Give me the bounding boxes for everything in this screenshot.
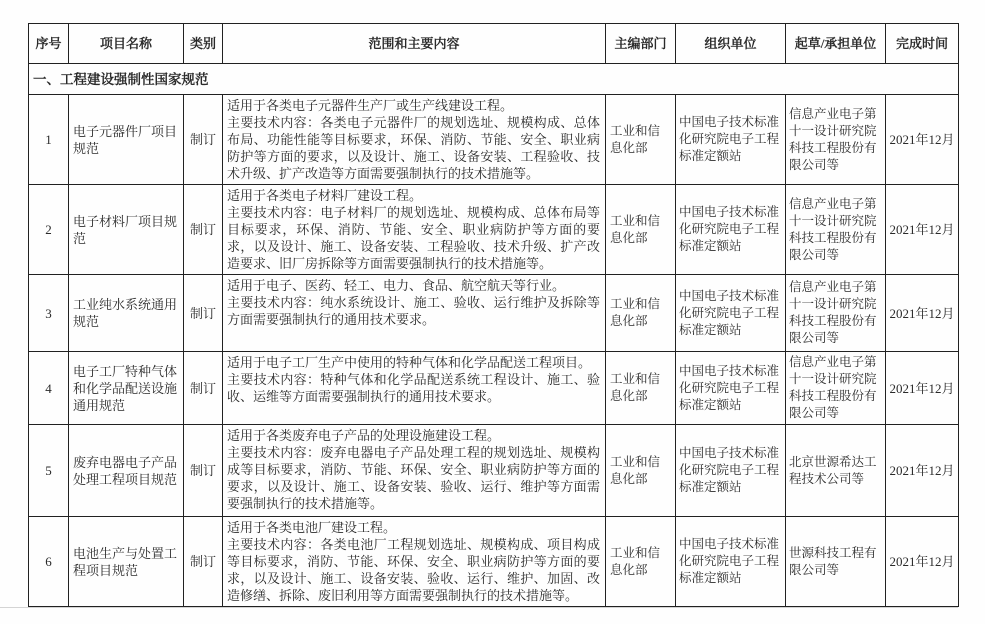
- chief-dept-cell: 工业和信息化部: [606, 517, 676, 607]
- scope-cell: [223, 425, 606, 517]
- scope-intro: 适用于电子工厂生产中使用的特种气体和化学品配送工程项目。: [227, 355, 592, 370]
- scope-main: 主要技术内容：各类电子元器件厂的规划选址、规模构成、总体布局、功能性能等目标要求，环保、消防、节能、安全、职业病防护等方面的要求，以及设计、施工、设备安装、工程验收、技术升级、扩产改造等方面需要强制执行的技术措施等。: [227, 115, 600, 181]
- project-name-cell: 电池生产与处置工程项目规范: [69, 517, 184, 607]
- category-cell: 制订: [184, 425, 223, 517]
- project-name-cell: 电子元器件厂项目规范: [69, 95, 184, 185]
- drafting-unit-cell: 信息产业电子第十一设计研究院科技工程股份有限公司等: [786, 352, 886, 425]
- drafting-unit-cell: 信息产业电子第十一设计研究院科技工程股份有限公司等: [786, 185, 886, 275]
- org-unit-cell: 中国电子技术标准化研究院电子工程标准定额站: [676, 425, 786, 517]
- category-cell: 制订: [184, 185, 223, 275]
- drafting-unit-cell: 北京世源希达工程技术公司等: [786, 425, 886, 517]
- table-row: [29, 275, 959, 352]
- chief-dept-cell: 工业和信息化部: [606, 185, 676, 275]
- scope-main: 主要技术内容：纯水系统设计、施工、验收、运行维护及拆除等方面需要强制执行的通用技术要求。: [227, 295, 600, 327]
- table-row: [29, 185, 959, 275]
- completion-time-cell: 2021年12月: [886, 352, 959, 425]
- category-cell: 制订: [184, 95, 223, 185]
- completion-time-cell: 2021年12月: [886, 425, 959, 517]
- serial-cell: 5: [29, 425, 69, 517]
- col-header-project-name: 项目名称: [69, 24, 184, 64]
- col-header-category: 类别: [184, 24, 223, 64]
- org-unit-cell: 中国电子技术标准化研究院电子工程标准定额站: [676, 517, 786, 607]
- col-header-completion-time: 完成时间: [886, 24, 959, 64]
- scope-intro: 适用于各类电子元器件生产厂或生产线建设工程。: [227, 98, 514, 113]
- project-name-cell: 废弃电器电子产品处理工程项目规范: [69, 425, 184, 517]
- scope-main: 主要技术内容：废弃电器电子产品处理工程的规划选址、规模构成等目标要求，消防、节能、环保、安全、职业病防护等方面的要求，以及设计、施工、设备安装、验收、运行、维护等方面需要强制执行的技术措施等。: [227, 445, 600, 511]
- category-cell: 制订: [184, 275, 223, 352]
- scope-intro: 适用于各类废弃电子产品的处理设施建设工程。: [227, 428, 501, 443]
- scope-intro: 适用于电子、医药、轻工、电力、食品、航空航天等行业。: [227, 278, 566, 293]
- drafting-unit-cell: 世源科技工程有限公司等: [786, 517, 886, 607]
- scope-cell: [223, 517, 606, 607]
- completion-time-cell: 2021年12月: [886, 275, 959, 352]
- col-header-serial: 序号: [29, 24, 69, 64]
- scope-intro: 适用于各类电池厂建设工程。: [227, 520, 397, 535]
- serial-cell: 1: [29, 95, 69, 185]
- drafting-unit-cell: 信息产业电子第十一设计研究院科技工程股份有限公司等: [786, 95, 886, 185]
- org-unit-cell: 中国电子技术标准化研究院电子工程标准定额站: [676, 352, 786, 425]
- scope-cell: [223, 275, 606, 352]
- category-cell: 制订: [184, 517, 223, 607]
- scope-intro: 适用于各类电子材料厂建设工程。: [227, 188, 423, 203]
- drafting-unit-cell: 信息产业电子第十一设计研究院科技工程股份有限公司等: [786, 275, 886, 352]
- chief-dept-cell: 工业和信息化部: [606, 95, 676, 185]
- standards-table: [28, 23, 959, 607]
- category-cell: 制订: [184, 352, 223, 425]
- scope-cell: [223, 352, 606, 425]
- org-unit-cell: 中国电子技术标准化研究院电子工程标准定额站: [676, 185, 786, 275]
- org-unit-cell: 中国电子技术标准化研究院电子工程标准定额站: [676, 275, 786, 352]
- scope-main: 主要技术内容：电子材料厂的规划选址、规模构成、总体布局等目标要求，环保、消防、节能、安全、职业病防护等方面的要求，以及设计、施工、设备安装、工程验收、技术升级、扩产改造要求、旧厂房拆除等方面需要强制执行的技术措施等。: [227, 205, 600, 271]
- serial-cell: 2: [29, 185, 69, 275]
- completion-time-cell: 2021年12月: [886, 95, 959, 185]
- scope-cell: [223, 95, 606, 185]
- scope-main: 主要技术内容：各类电池厂工程规划选址、规模构成、项目构成等目标要求，消防、节能、环保、安全、职业病防护等方面的要求，以及设计、施工、设备安装、验收、运行、维护、加固、改造修缮、拆除、废旧利用等方面需要强制执行的技术措施等。: [227, 537, 600, 603]
- scope-main: 主要技术内容：特种气体和化学品配送系统工程设计、施工、验收、运维等方面需要强制执行的通用技术要求。: [227, 372, 600, 404]
- org-unit-cell: 中国电子技术标准化研究院电子工程标准定额站: [676, 95, 786, 185]
- col-header-org-unit: 组织单位: [676, 24, 786, 64]
- col-header-drafting-unit: 起草/承担单位: [786, 24, 886, 64]
- serial-cell: 6: [29, 517, 69, 607]
- page-divider: [0, 607, 958, 608]
- serial-cell: 3: [29, 275, 69, 352]
- chief-dept-cell: 工业和信息化部: [606, 352, 676, 425]
- header-row: [29, 24, 959, 64]
- project-name-cell: 电子材料厂项目规范: [69, 185, 184, 275]
- section-title: 一、工程建设强制性国家规范: [29, 64, 959, 95]
- chief-dept-cell: 工业和信息化部: [606, 425, 676, 517]
- project-name-cell: 工业纯水系统通用规范: [69, 275, 184, 352]
- completion-time-cell: 2021年12月: [886, 517, 959, 607]
- chief-dept-cell: 工业和信息化部: [606, 275, 676, 352]
- section-row: [29, 64, 959, 95]
- project-name-cell: 电子工厂特种气体和化学品配送设施通用规范: [69, 352, 184, 425]
- col-header-scope: 范围和主要内容: [223, 24, 606, 64]
- table-row: [29, 352, 959, 425]
- completion-time-cell: 2021年12月: [886, 185, 959, 275]
- scope-cell: [223, 185, 606, 275]
- table-row: [29, 95, 959, 185]
- table-row: [29, 425, 959, 517]
- col-header-chief-dept: 主编部门: [606, 24, 676, 64]
- serial-cell: 4: [29, 352, 69, 425]
- table-row: [29, 517, 959, 607]
